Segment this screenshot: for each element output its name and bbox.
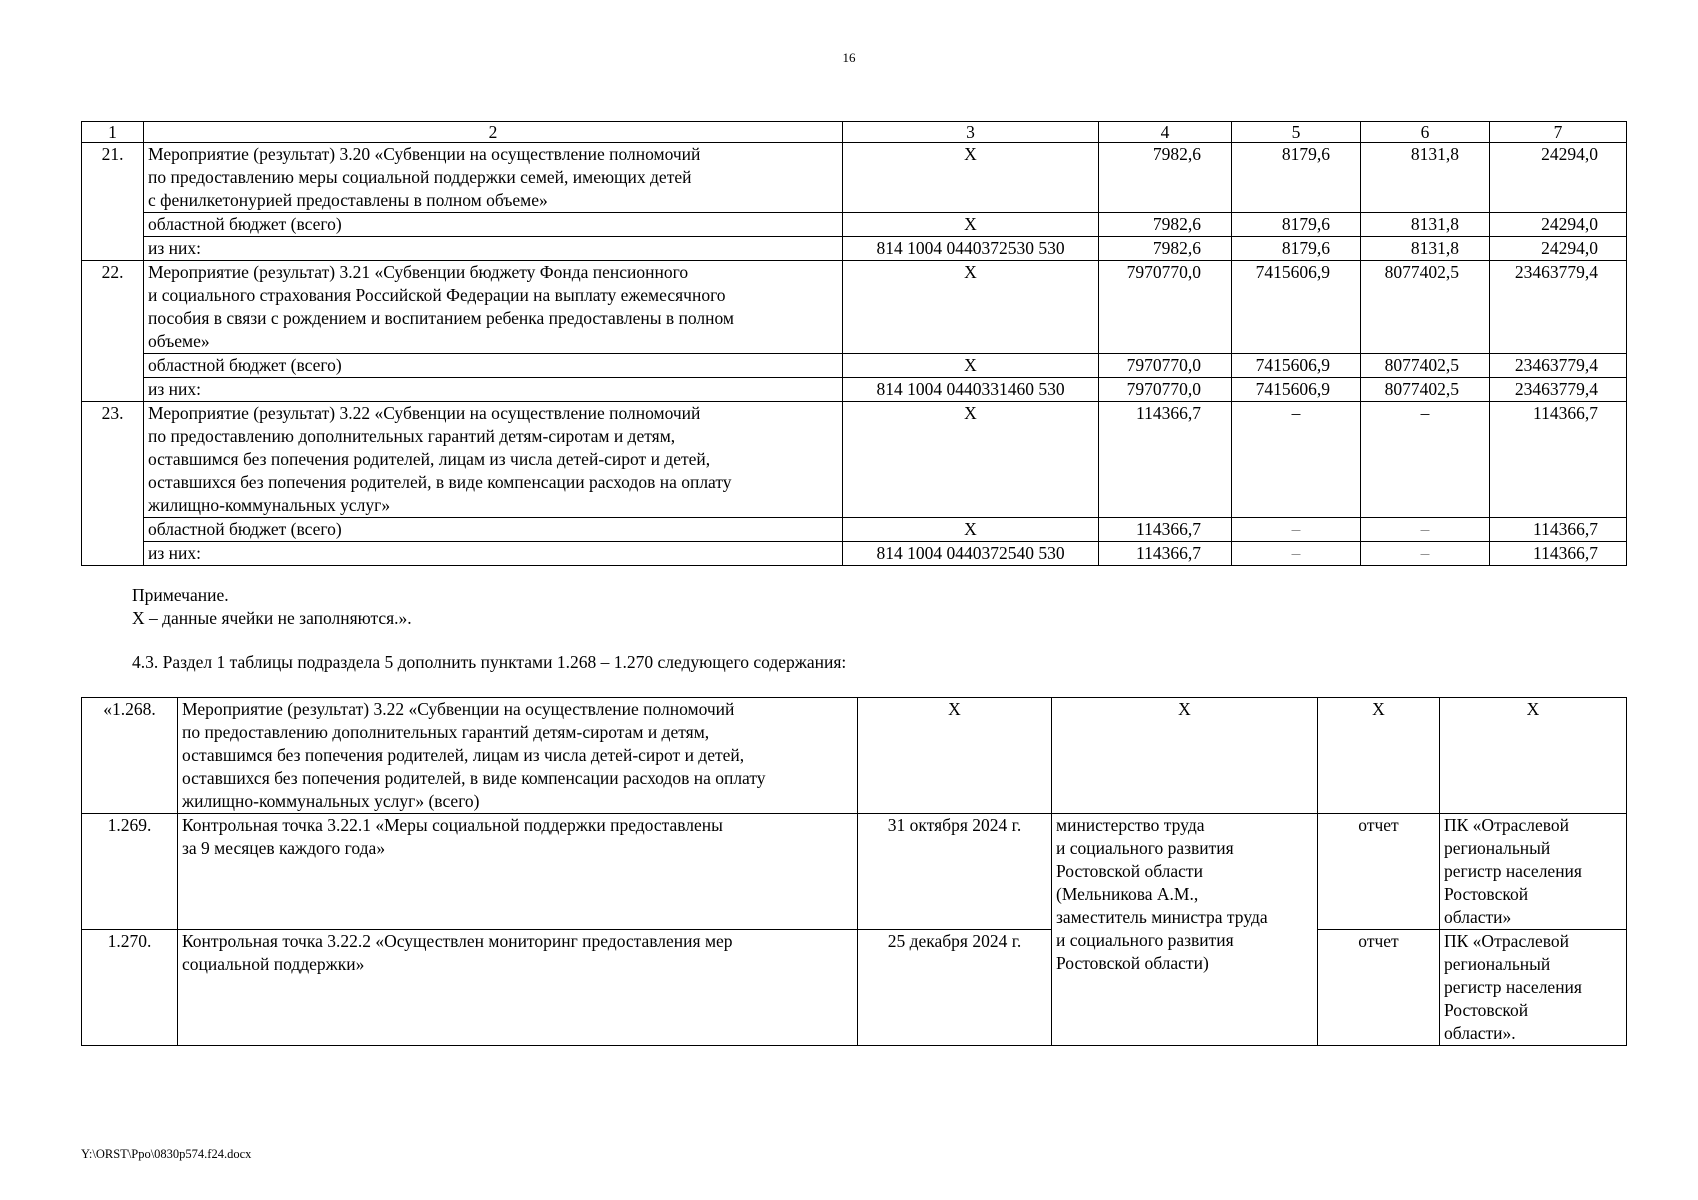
responsible-cell: X	[1052, 698, 1318, 814]
value-cell: 8131,8	[1361, 213, 1490, 237]
header-cell: 4	[1099, 122, 1232, 143]
value-cell: 7970770,0	[1099, 354, 1232, 378]
value-cell: 8131,8	[1361, 237, 1490, 261]
table-row	[82, 930, 1627, 1046]
budget-code: X	[843, 261, 1099, 354]
budget-code: X	[843, 213, 1099, 237]
value-cell: 7982,6	[1099, 213, 1232, 237]
budget-code: X	[843, 518, 1099, 542]
note-title: Примечание.	[132, 585, 229, 605]
table-row	[82, 261, 1627, 354]
table-row	[82, 402, 1627, 518]
budget-code: X	[843, 143, 1099, 213]
value-cell: –	[1361, 518, 1490, 542]
table-row	[82, 378, 1627, 402]
total-cell: 23463779,4	[1490, 378, 1627, 402]
value-cell: 7982,6	[1099, 237, 1232, 261]
page-number: 16	[842, 50, 856, 65]
budget-code: X	[843, 354, 1099, 378]
total-cell: 24294,0	[1490, 143, 1627, 213]
value-cell: 7982,6	[1099, 143, 1232, 213]
table-row	[82, 518, 1627, 542]
value-cell: 7415606,9	[1232, 378, 1361, 402]
value-cell: 8077402,5	[1361, 261, 1490, 354]
budget-label: областной бюджет (всего)	[144, 354, 843, 378]
value-cell: 8179,6	[1232, 213, 1361, 237]
row-number: «1.268.	[82, 698, 178, 814]
table-row	[82, 698, 1627, 814]
row-number: 23.	[82, 402, 144, 566]
total-cell: 24294,0	[1490, 237, 1627, 261]
value-cell: 114366,7	[1099, 402, 1232, 518]
value-cell: 7415606,9	[1232, 261, 1361, 354]
of-which-label: из них:	[144, 378, 843, 402]
header-cell: 1	[82, 122, 144, 143]
header-cell: 3	[843, 122, 1099, 143]
value-cell: 7970770,0	[1099, 261, 1232, 354]
total-cell: 23463779,4	[1490, 354, 1627, 378]
header-cell: 5	[1232, 122, 1361, 143]
file-path-footer: Y:\ORST\Ppo\0830p574.f24.docx	[81, 1147, 252, 1161]
row-number: 22.	[82, 261, 144, 402]
header-cell: 6	[1361, 122, 1490, 143]
of-which-label: из них:	[144, 237, 843, 261]
value-cell: 114366,7	[1099, 542, 1232, 566]
event-title: Мероприятие (результат) 3.22 «Субвенции на осуществление полномочий по предоставлению дополнительных гарантий детям-сиротам и детям, оставшимся без попечения родителей, лицам из числа детей-сирот и детей, оставшихся без попечения родителей, в виде компенсации расходов на оплату жилищно-коммунальных услуг» (всего)	[178, 698, 858, 814]
budget-code: X	[843, 402, 1099, 518]
value-cell: 8179,6	[1232, 143, 1361, 213]
table-row	[82, 814, 1627, 930]
total-cell: 114366,7	[1490, 542, 1627, 566]
budget-code: 814 1004 0440372530 530	[843, 237, 1099, 261]
note-text: X – данные ячейки не заполняются.».	[132, 608, 412, 628]
value-cell: –	[1232, 402, 1361, 518]
system-cell: ПК «Отраслевой региональный регистр населения Ростовской области».	[1440, 930, 1627, 1046]
control-points-table	[81, 697, 1627, 1046]
value-cell: 8179,6	[1232, 237, 1361, 261]
total-cell: 23463779,4	[1490, 261, 1627, 354]
date-cell: X	[858, 698, 1052, 814]
value-cell: 7415606,9	[1232, 354, 1361, 378]
system-cell: X	[1440, 698, 1627, 814]
table-row	[82, 237, 1627, 261]
value-cell: –	[1361, 402, 1490, 518]
value-cell: 8131,8	[1361, 143, 1490, 213]
value-cell: –	[1361, 542, 1490, 566]
table-row	[82, 143, 1627, 213]
of-which-label: из них:	[144, 542, 843, 566]
row-number: 1.269.	[82, 814, 178, 930]
total-cell: 114366,7	[1490, 402, 1627, 518]
date-cell: 31 октября 2024 г.	[858, 814, 1052, 930]
responsible-cell: министерство труда и социального развития Ростовской области (Мельникова А.М., заместитель министра труда и социального развития Ростовской области)	[1052, 814, 1318, 1046]
budget-code: 814 1004 0440331460 530	[843, 378, 1099, 402]
event-title: Контрольная точка 3.22.1 «Меры социальной поддержки предоставлены за 9 месяцев каждого года»	[178, 814, 858, 930]
table-row	[82, 354, 1627, 378]
event-title: Мероприятие (результат) 3.20 «Субвенции на осуществление полномочий по предоставлению меры социальной поддержки семей, имеющих детей с фенилкетонурией предоставлены в полном объеме»	[144, 143, 843, 213]
value-cell: 7970770,0	[1099, 378, 1232, 402]
budget-label: областной бюджет (всего)	[144, 518, 843, 542]
document-cell: отчет	[1318, 930, 1440, 1046]
event-title: Контрольная точка 3.22.2 «Осуществлен мониторинг предоставления мер социальной поддержки»	[178, 930, 858, 1046]
row-number: 1.270.	[82, 930, 178, 1046]
total-cell: 24294,0	[1490, 213, 1627, 237]
system-cell: ПК «Отраслевой региональный регистр населения Ростовской области»	[1440, 814, 1627, 930]
event-title: Мероприятие (результат) 3.21 «Субвенции бюджету Фонда пенсионного и социального страхования Российской Федерации на выплату ежемесячного пособия в связи с рождением и воспитанием ребенка предоставлены в полном объеме»	[144, 261, 843, 354]
value-cell: –	[1232, 542, 1361, 566]
value-cell: 8077402,5	[1361, 354, 1490, 378]
budget-label: областной бюджет (всего)	[144, 213, 843, 237]
document-cell: отчет	[1318, 814, 1440, 930]
table-row	[82, 542, 1627, 566]
table-header-row	[82, 122, 1627, 143]
value-cell: –	[1232, 518, 1361, 542]
row-number: 21.	[82, 143, 144, 261]
document-cell: X	[1318, 698, 1440, 814]
header-cell: 7	[1490, 122, 1627, 143]
value-cell: 114366,7	[1099, 518, 1232, 542]
event-title: Мероприятие (результат) 3.22 «Субвенции на осуществление полномочий по предоставлению дополнительных гарантий детям-сиротам и детям, оставшимся без попечения родителей, лицам из числа детей-сирот и детей, оставшихся без попечения родителей, в виде компенсации расходов на оплату жилищно-коммунальных услуг»	[144, 402, 843, 518]
section-heading: 4.3. Раздел 1 таблицы подраздела 5 дополнить пунктами 1.268 – 1.270 следующего содержания:	[132, 652, 847, 672]
budget-code: 814 1004 0440372540 530	[843, 542, 1099, 566]
value-cell: 8077402,5	[1361, 378, 1490, 402]
total-cell: 114366,7	[1490, 518, 1627, 542]
funding-table	[81, 121, 1627, 566]
header-cell: 2	[144, 122, 843, 143]
table-row	[82, 213, 1627, 237]
date-cell: 25 декабря 2024 г.	[858, 930, 1052, 1046]
